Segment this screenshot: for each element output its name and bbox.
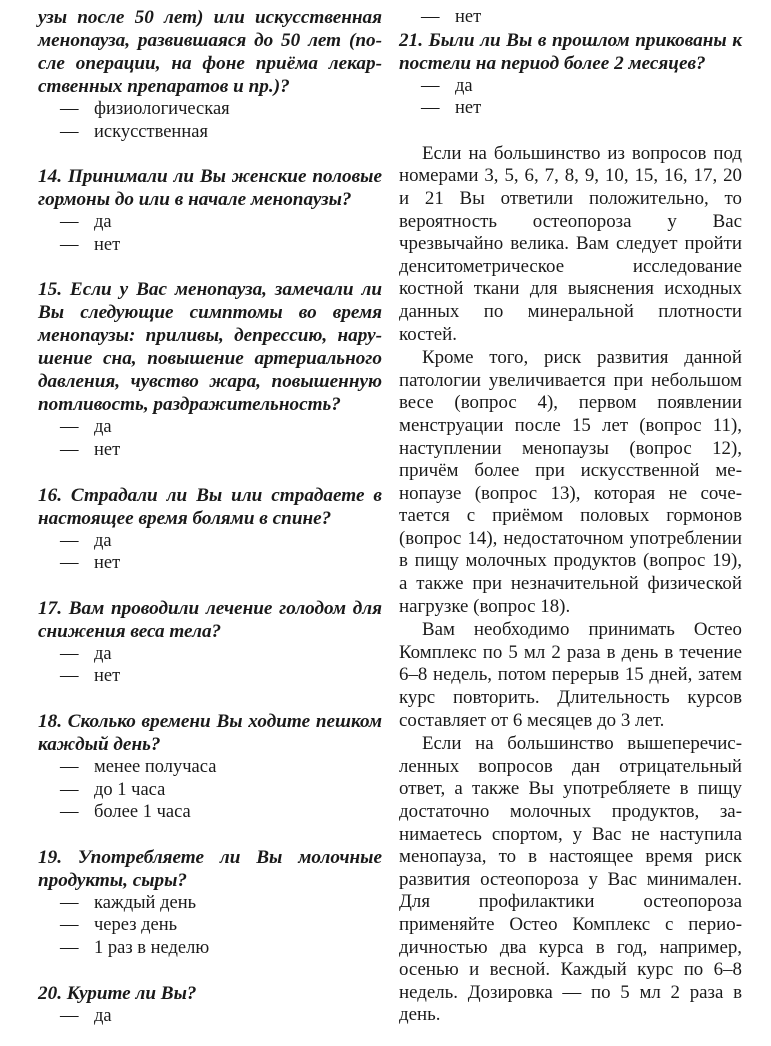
dash: — [60, 417, 79, 438]
left-column [38, 6, 382, 1027]
dash: — [60, 666, 79, 687]
paragraph-prevention: Если на большинство вышеперечисленных вопросов дан отрицательный ответ, а также Вы употребляете в пищу достаточно молочных продуктов, занимаетесь спортом, у Вас не наступила менопауза, то в настоящее время риск развития остеопороза у Вас минимален. Для профилактики остеопороза применяйте Остео Комплекс с периодичностью два курса в год, например, осенью и весной. Каждый курс по 6–8 недель. Дозировка — по 5 мл 2 раза в день. [399, 733, 742, 1026]
answer-option: — нет [60, 439, 121, 460]
dash: — [60, 756, 79, 777]
question-18: 18. Сколько времени Вы ходите пешком каждый день? [38, 710, 382, 755]
dash: — [421, 7, 440, 27]
answer-option: — физиологическая [60, 99, 230, 119]
question-21: 21. Были ли Вы в прошлом прикованы к постели на период более 2 месяцев? [399, 29, 742, 74]
answer-option: — нет [60, 553, 121, 574]
answer-option: — нет [60, 666, 121, 687]
answer-option: — более 1 часа [60, 802, 191, 823]
answer-option: — искусственная [60, 121, 208, 142]
dash: — [60, 802, 79, 823]
question-19: 19. Употребляете ли Вы молочные продукты, сыры? [38, 846, 382, 891]
answer-option: — нет [60, 234, 121, 255]
paragraph-risk-factors: Кроме того, риск развития данной патологии увеличивается при небольшом весе (вопрос 4), первом появлении менструации после 15 лет (вопрос 11), наступлении менопаузы (вопрос 12), причём более при искусственной менопаузе (вопрос 13), которая не сочетается с приёмом половых гормонов (вопрос 14), недостаточном употреблении в пищу молочных продуктов (вопрос 19), а также при незначительной физической нагрузке (вопрос 18). [399, 347, 742, 617]
dash: — [60, 234, 79, 255]
answer-option: — менее получаса [60, 756, 217, 777]
dash: — [60, 99, 79, 119]
answer-option: — нет [421, 7, 482, 27]
answer-option: — да [60, 417, 112, 438]
question-14: 14. Принимали ли Вы женские половые гормоны до или в начале менопаузы? [38, 166, 382, 211]
answer-option: — да [60, 1005, 112, 1026]
answer-option: — через день [60, 915, 178, 936]
right-column [399, 6, 742, 1027]
dash: — [60, 212, 79, 233]
dash: — [60, 892, 79, 913]
answer-option: — до 1 часа [60, 779, 166, 800]
answer-option: — да [60, 530, 112, 551]
answer-option: — да [60, 643, 112, 664]
dash: — [60, 553, 79, 574]
dash: — [421, 75, 440, 96]
dash: — [60, 937, 79, 958]
dash: — [60, 643, 79, 664]
question-20: 20. Курите ли Вы? [38, 982, 197, 1004]
question-15: 15. Если у Вас менопауза, замечали ли Вы следующие симптомы во время менопаузы: приливы, депрессию, нарушение сна, повышение артериального давления, чувство жара, повышенную потливость, раздражительность? [38, 279, 382, 416]
dash: — [60, 1005, 79, 1026]
paragraph-osteoporosis-risk: Если на большинство из вопросов под номерами 3, 5, 6, 7, 8, 9, 10, 15, 16, 17, 20 и 21 Вы ответили положительно, то вероятность остеопороза у Вас чрезвычайно велика. Вам следует пройти денситометрическое исследование костной ткани для выяснения исходных данных по минеральной плотности костей. [399, 142, 742, 345]
dash: — [60, 439, 79, 460]
dash: — [60, 779, 79, 800]
question-16: 16. Страдали ли Вы или страдаете в настоящее время болями в спине? [38, 484, 382, 529]
dash: — [60, 530, 79, 551]
dash: — [60, 915, 79, 936]
answer-option: — нет [421, 98, 482, 119]
question-17: 17. Вам проводили лечение голодом для снижения веса тела? [38, 597, 382, 642]
dash: — [60, 121, 79, 142]
question-13-tail: узы после 50 лет) или искусственная менопауза, развившаяся до 50 лет (после операции, на фоне приёма лекарственных препаратов и пр.)? [38, 7, 382, 97]
answer-option: — да [421, 75, 473, 96]
answer-option: — каждый день [60, 892, 197, 913]
paragraph-dosage: Вам необходимо принимать Остео Комплекс по 5 мл 2 раза в день в течение 6–8 недель, потом перерыв 15 дней, затем курс повторить. Длительность курсов составляет от 6 месяцев до 3 лет. [399, 619, 742, 731]
answer-option: — да [60, 212, 112, 233]
dash: — [421, 98, 440, 119]
answer-option: — 1 раз в неделю [60, 937, 210, 958]
